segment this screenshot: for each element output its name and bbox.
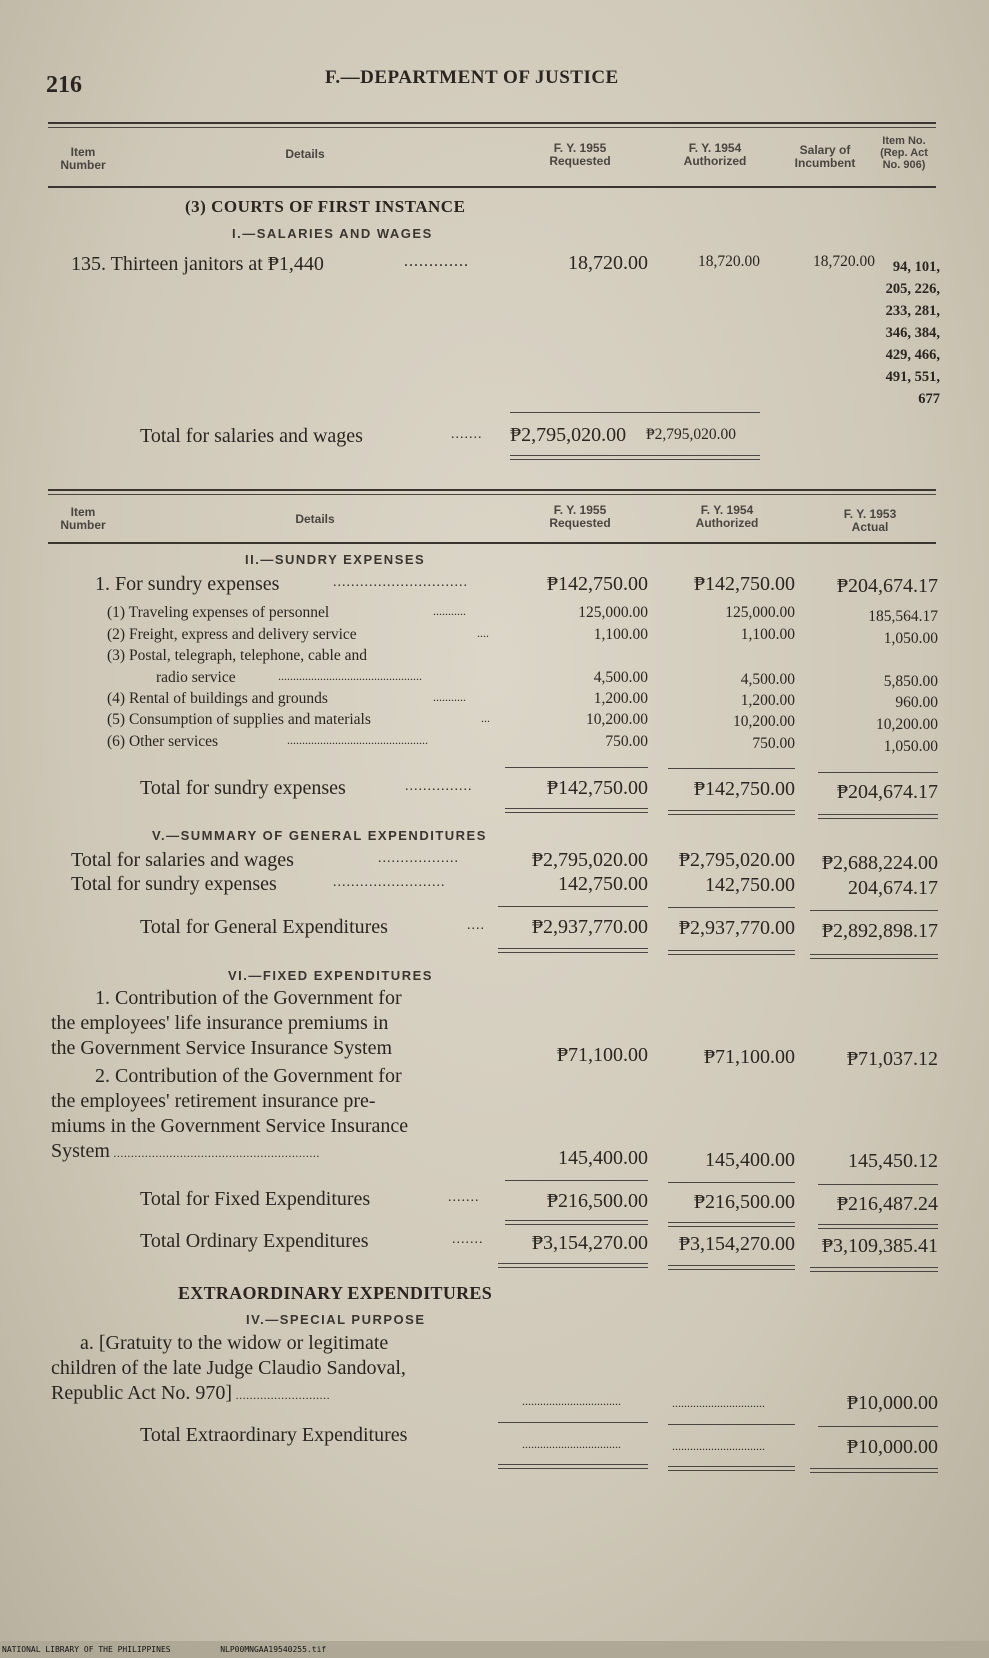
header2-c1: F. Y. 1955 Requested (549, 503, 611, 530)
fixed-total-label: Total for Fixed Expenditures (140, 1188, 371, 1210)
sundry-row-6-c2: 750.00 (752, 735, 795, 752)
extra-total-dbl-c1 (498, 1464, 648, 1469)
sundry-total-leader: ............... (405, 779, 473, 794)
summary-sundry-c1: 142,750.00 (558, 873, 648, 895)
sundry-total-top-rule-c2 (668, 768, 795, 769)
extra-total-c3: ₱10,000.00 (846, 1436, 938, 1458)
summary-general-dbl-c1 (498, 948, 648, 953)
header2-top-rule (48, 489, 936, 491)
extra-total-top-rule-c2 (668, 1424, 795, 1425)
fixed-item2-c1: 145,400.00 (558, 1147, 648, 1169)
extra-heading: EXTRAORDINARY EXPENDITURES (178, 1283, 493, 1303)
summary-sundry-leader: ......................... (333, 875, 446, 890)
fixed-total-leader: ....... (448, 1190, 480, 1205)
courts-total-top-rule (510, 412, 760, 413)
header1-details: Details (285, 147, 325, 161)
fixed-item2-text: 2. Contribution of the Government for the employees' retirement insurance pre- miums in the Government Service Insurance System ........................................................... (51, 1065, 409, 1162)
item-135-incumbent: 18,720.00 (813, 253, 875, 270)
summary-sundry-label: Total for sundry expenses (71, 873, 277, 895)
header2-top-rule-2 (48, 494, 936, 495)
header2-c3: F. Y. 1953 Actual (843, 507, 897, 534)
page-title: F.—DEPARTMENT OF JUSTICE (325, 67, 619, 88)
fixed-ordinary-label: Total Ordinary Expenditures (140, 1230, 369, 1252)
extra-item-c1-dash: ................................. (522, 1394, 621, 1408)
summary-salaries-c1: ₱2,795,020.00 (531, 849, 648, 871)
fixed-ordinary-c1: ₱3,154,270.00 (531, 1232, 648, 1254)
sundry-row-1-label: (1) Traveling expenses of personnel (107, 604, 330, 621)
sundry-row-1-c2: 125,000.00 (725, 604, 795, 621)
summary-salaries-leader: .................. (378, 851, 459, 866)
sundry-total-dbl-c1 (505, 808, 648, 813)
fixed-total-c2: ₱216,500.00 (693, 1191, 795, 1213)
summary-general-c3: ₱2,892,898.17 (821, 920, 938, 942)
extra-total-top-rule-c1 (498, 1422, 648, 1423)
sundry-total-dbl-c2 (668, 810, 795, 815)
sundry-row-5-c2: 10,200.00 (733, 713, 795, 730)
fixed-item1-c3: ₱71,037.12 (846, 1048, 938, 1070)
sundry-total-label: Total for sundry expenses (140, 777, 346, 799)
page-number: 216 (46, 72, 82, 98)
header1-c4: Item No. (Rep. Act No. 906) (880, 135, 928, 171)
fixed-item2-c3: 145,450.12 (848, 1150, 938, 1172)
item-135-leader: ............. (404, 253, 469, 270)
sundry-total-top-rule-c3 (818, 772, 938, 773)
extra-item-c2-dash: ............................... (672, 1396, 765, 1410)
sundry-row-3-c2: 4,500.00 (740, 671, 795, 688)
sundry-row-1-c3: 185,564.17 (868, 608, 938, 625)
fixed-total-dbl-c2 (668, 1222, 795, 1227)
courts-total-requested: ₱2,795,020.00 (510, 424, 627, 446)
sundry-total-top-rule-c1 (505, 767, 648, 768)
sundry-row-2-c2: 1,100.00 (740, 626, 795, 643)
fixed-item1-c1: ₱71,100.00 (556, 1044, 648, 1066)
sundry-row-5-c3: 10,200.00 (876, 716, 938, 733)
extra-total-dbl-c2 (668, 1466, 795, 1471)
header1-bottom-rule (48, 186, 936, 188)
fixed-ordinary-c3: ₱3,109,385.41 (821, 1235, 938, 1257)
header1-item: Item Number (60, 145, 106, 172)
summary-heading: V.—SUMMARY OF GENERAL EXPENDITURES (152, 828, 487, 843)
courts-subheading: I.—SALARIES AND WAGES (232, 226, 433, 241)
fixed-total-top-rule-c1 (505, 1180, 648, 1181)
extra-total-dbl-c3 (810, 1468, 938, 1473)
summary-general-top-rule-c2 (668, 907, 795, 908)
header2-item: Item Number (60, 505, 106, 532)
fixed-item2-c2: 145,400.00 (705, 1149, 795, 1171)
courts-total-double-rule (510, 455, 760, 460)
courts-total-label: Total for salaries and wages (140, 425, 363, 447)
sundry-row-2-label: (2) Freight, express and delivery service (107, 626, 357, 643)
scan-footer (0, 1641, 989, 1658)
sundry-row-3-label2: radio service (156, 669, 236, 686)
courts-total-leader: ....... (451, 427, 483, 442)
extra-total-c1-dash: ................................. (522, 1437, 621, 1451)
sundry-row-6-c1: 750.00 (605, 733, 648, 750)
sundry-main-label: 1. For sundry expenses (95, 573, 280, 595)
fixed-total-dbl-c1 (505, 1220, 648, 1225)
footer-left: NATIONAL LIBRARY OF THE PHILIPPINES (2, 1645, 171, 1654)
sundry-row-4-leader: ........... (433, 690, 466, 704)
sundry-row-5-leader: ... (481, 711, 490, 725)
extra-total-c2-dash: ............................... (672, 1439, 765, 1453)
header2-details: Details (295, 512, 335, 526)
sundry-row-4-c2: 1,200.00 (740, 692, 795, 709)
footer-right: NLP00MNGAA19540255.tif (220, 1645, 327, 1654)
summary-general-c2: ₱2,937,770.00 (678, 917, 795, 939)
summary-sundry-c2: 142,750.00 (705, 874, 795, 896)
sundry-row-6-leader: ............................................... (287, 733, 428, 747)
summary-general-leader: .... (467, 918, 485, 933)
sundry-row-3-label: (3) Postal, telegraph, telephone, cable and (107, 647, 367, 664)
sundry-row-1-c1: 125,000.00 (578, 604, 648, 621)
sundry-row-3-leader: ................................................ (278, 669, 422, 683)
header1-c1: F. Y. 1955 Requested (549, 141, 611, 168)
header2-c2: F. Y. 1954 Authorized (695, 503, 759, 530)
extra-total-label: Total Extraordinary Expenditures (140, 1424, 408, 1446)
sundry-row-2-c1: 1,100.00 (593, 626, 648, 643)
sundry-row-6-label: (6) Other services (107, 733, 219, 750)
sundry-row-3-c1: 4,500.00 (593, 669, 648, 686)
summary-general-dbl-c2 (668, 950, 795, 955)
sundry-main-c3: ₱204,674.17 (836, 575, 938, 597)
sundry-main-leader: .............................. (333, 575, 468, 590)
summary-salaries-label: Total for salaries and wages (71, 849, 294, 871)
fixed-ordinary-leader: ....... (452, 1232, 484, 1247)
extra-subheading: IV.—SPECIAL PURPOSE (246, 1312, 426, 1327)
header1-top-rule-2 (48, 127, 936, 128)
header2-bottom-rule (48, 542, 936, 544)
sundry-row-2-c3: 1,050.00 (883, 630, 938, 647)
sundry-row-4-c1: 1,200.00 (593, 690, 648, 707)
courts-total-authorized: ₱2,795,020.00 (646, 426, 736, 443)
fixed-ordinary-c2: ₱3,154,270.00 (678, 1233, 795, 1255)
fixed-item1-text: 1. Contribution of the Government for the employees' life insurance premiums in the Government Service Insurance System (51, 987, 402, 1059)
sundry-row-5-label: (5) Consumption of supplies and materials (107, 711, 371, 728)
fixed-total-c3: ₱216,487.24 (836, 1193, 938, 1215)
header1-c3: Salary of Incumbent (794, 143, 856, 170)
sundry-main-c2: ₱142,750.00 (693, 573, 795, 595)
sundry-total-c2: ₱142,750.00 (693, 778, 795, 800)
item-135-requested: 18,720.00 (568, 252, 648, 274)
item-135-authorized: 18,720.00 (698, 253, 760, 270)
header1-top-rule (48, 122, 936, 124)
summary-salaries-c3: ₱2,688,224.00 (821, 852, 938, 874)
sundry-row-5-c1: 10,200.00 (586, 711, 648, 728)
sundry-row-3-c3: 5,850.00 (883, 673, 938, 690)
summary-salaries-c2: ₱2,795,020.00 (678, 849, 795, 871)
sundry-main-c1: ₱142,750.00 (546, 573, 648, 595)
summary-general-label: Total for General Expenditures (140, 916, 388, 938)
fixed-total-c1: ₱216,500.00 (546, 1190, 648, 1212)
extra-item-text: a. [Gratuity to the widow or legitimate children of the late Judge Claudio Sandoval, Republic Act No. 970] ........................... (51, 1332, 406, 1404)
fixed-ordinary-dbl-c1 (498, 1263, 648, 1268)
fixed-total-dbl-c3 (818, 1224, 938, 1229)
sundry-total-c1: ₱142,750.00 (546, 777, 648, 799)
summary-general-top-rule-c3 (810, 910, 938, 911)
fixed-ordinary-dbl-c2 (668, 1265, 795, 1270)
summary-general-top-rule-c1 (498, 906, 648, 907)
item-135-item-nos: 94, 101, 205, 226, 233, 281, 346, 384, 429, 466, 491, 551, 677 (885, 259, 940, 407)
fixed-total-top-rule-c3 (818, 1184, 938, 1185)
summary-sundry-c3: 204,674.17 (848, 877, 938, 899)
courts-heading: (3) COURTS OF FIRST INSTANCE (185, 197, 466, 216)
fixed-item1-c2: ₱71,100.00 (703, 1046, 795, 1068)
fixed-ordinary-dbl-c3 (810, 1267, 938, 1272)
sundry-row-2-leader: .... (477, 626, 489, 640)
extra-item-c3: ₱10,000.00 (846, 1392, 938, 1414)
sundry-total-dbl-c3 (818, 814, 938, 819)
item-135-text: 135. Thirteen janitors at ₱1,440 (71, 253, 324, 275)
sundry-row-4-c3: 960.00 (895, 694, 938, 711)
sundry-row-6-c3: 1,050.00 (883, 738, 938, 755)
summary-general-dbl-c3 (810, 954, 938, 959)
header1-c2: F. Y. 1954 Authorized (683, 141, 747, 168)
sundry-heading: II.—SUNDRY EXPENSES (245, 552, 426, 567)
sundry-row-4-label: (4) Rental of buildings and grounds (107, 690, 328, 707)
summary-general-c1: ₱2,937,770.00 (531, 916, 648, 938)
fixed-total-top-rule-c2 (668, 1182, 795, 1183)
fixed-heading: VI.—FIXED EXPENDITURES (228, 968, 433, 983)
extra-total-top-rule-c3 (818, 1426, 938, 1427)
sundry-row-1-leader: ........... (433, 604, 466, 618)
sundry-total-c3: ₱204,674.17 (836, 781, 938, 803)
